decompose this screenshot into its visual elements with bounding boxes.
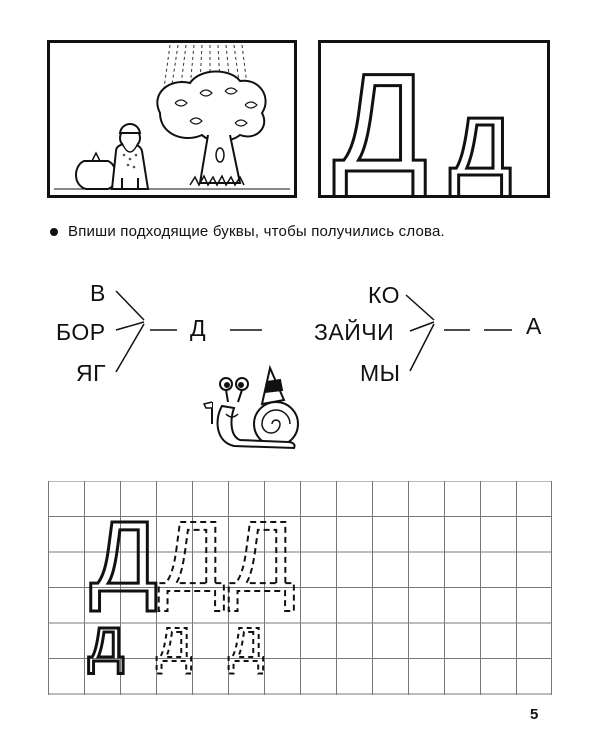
writing-grid	[48, 481, 552, 695]
outline-capital-letter: Д	[333, 44, 428, 195]
given-letter: Д	[190, 315, 207, 341]
tracing-small-sample: д	[88, 606, 125, 675]
outline-small-letter: д	[449, 77, 513, 195]
word-zaychi: ЗАЙЧИ	[314, 319, 395, 345]
word-my: МЫ	[360, 360, 401, 386]
flag	[204, 402, 212, 408]
snail-shell	[254, 402, 298, 446]
word-yag: ЯГ	[76, 360, 107, 386]
tracing-capital-dashed-2: Д	[228, 501, 296, 613]
instruction-text: Впиши подходящие буквы, чтобы получились слова.	[68, 223, 445, 240]
snail-illustration	[200, 362, 300, 454]
end-letter: А	[526, 313, 542, 339]
word-ko: КО	[368, 282, 401, 308]
page-number: 5	[530, 706, 539, 723]
tracing-small-dashed-2: д	[228, 606, 265, 675]
tracing-small-dashed-1: д	[156, 606, 193, 675]
word-bor: БОР	[56, 319, 106, 345]
tracing-capital-sample: Д	[90, 501, 158, 613]
word-v: В	[90, 280, 106, 306]
tracing-capital-dashed-1: Д	[158, 501, 226, 613]
